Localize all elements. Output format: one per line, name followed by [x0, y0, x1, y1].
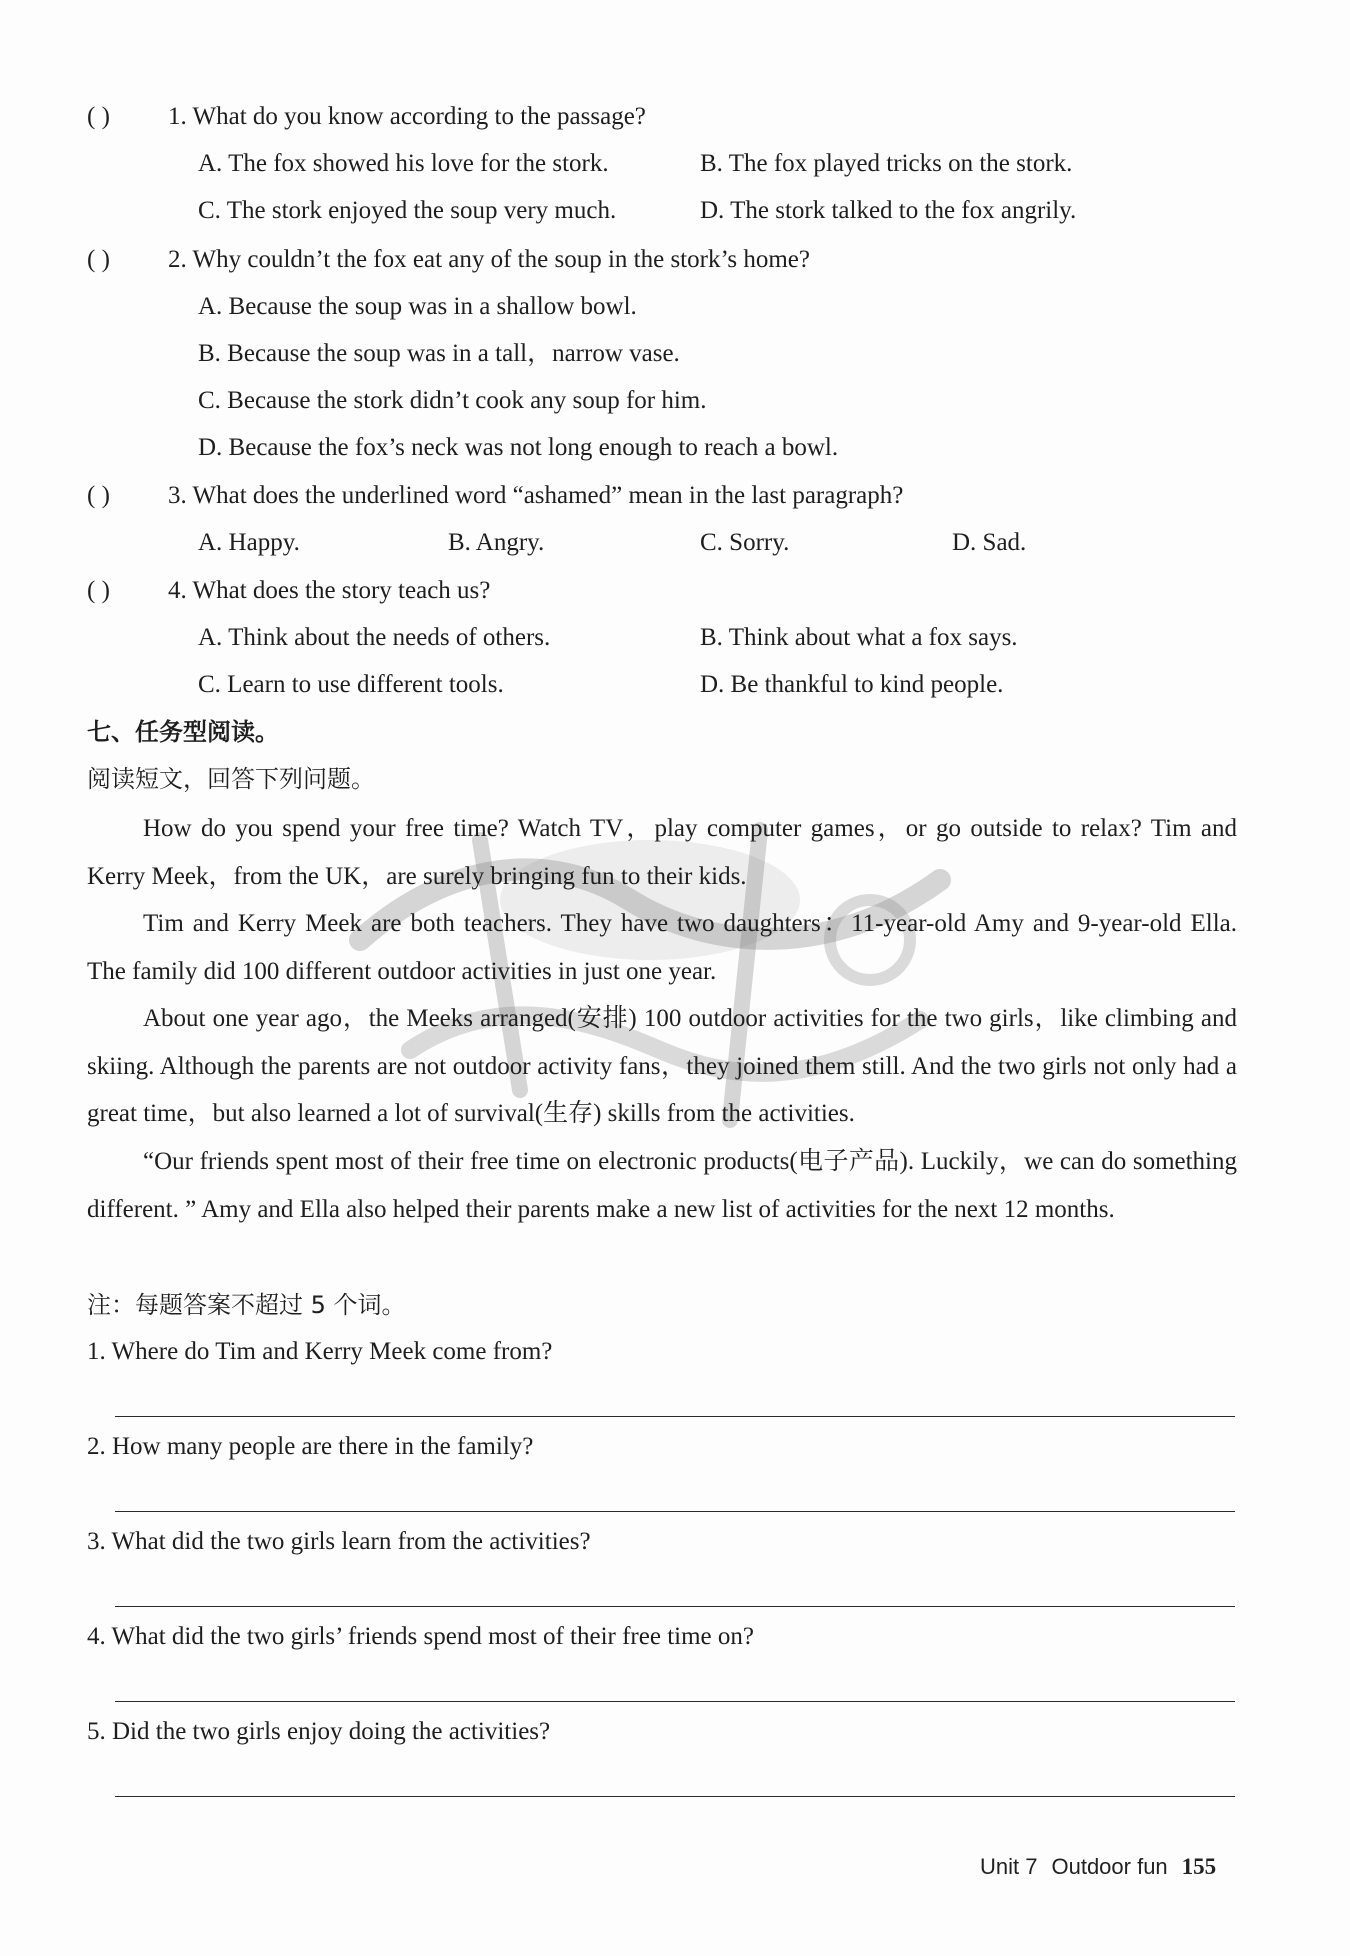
answer-line[interactable] [115, 1701, 1235, 1702]
option-a[interactable]: A. Because the soup was in a shallow bowl. [198, 293, 637, 320]
answer-note: 注：每题答案不超过 5 个词。 [87, 1291, 406, 1319]
answer-blank-paren[interactable]: ( ) [87, 577, 110, 604]
option-d[interactable]: D. Be thankful to kind people. [700, 671, 1004, 698]
option-b[interactable]: B. Angry. [448, 529, 545, 556]
question-stem: 2. Why couldn’t the fox eat any of the soup in the stork’s home? [168, 246, 811, 273]
option-d[interactable]: D. Because the fox’s neck was not long enough to reach a bowl. [198, 434, 839, 461]
passage-paragraph: How do you spend your free time? Watch TV，play computer games，or go outside to relax? Tim and Kerry Meek，from the UK，are surely bringing fun to their kids. [87, 815, 1237, 890]
answer-line[interactable] [115, 1796, 1235, 1797]
option-c[interactable]: C. Because the stork didn’t cook any soup for him. [198, 387, 707, 414]
short-question: 3. What did the two girls learn from the activities? [87, 1528, 591, 1555]
section-heading: 七、任务型阅读。 [87, 718, 279, 746]
passage-paragraph: Tim and Kerry Meek are both teachers. They have two daughters：11-year-old Amy and 9-year-old Ella. The family did 100 different outdoor activities in just one year. [87, 910, 1237, 985]
option-a[interactable]: A. Think about the needs of others. [198, 624, 551, 651]
passage-paragraph: “Our friends spent most of their free time on electronic products(电子产品). Luckily，we can do something different. ” Amy and Ella also helped their parents make a new list of activities for the next 12 months. [87, 1148, 1237, 1223]
option-b[interactable]: B. Think about what a fox says. [700, 624, 1018, 651]
option-a[interactable]: A. Happy. [198, 529, 300, 556]
short-question: 4. What did the two girls’ friends spend most of their free time on? [87, 1623, 754, 1650]
option-c[interactable]: C. Sorry. [700, 529, 790, 556]
answer-blank-paren[interactable]: ( ) [87, 482, 110, 509]
answer-blank-paren[interactable]: ( ) [87, 246, 110, 273]
short-question: 1. Where do Tim and Kerry Meek come from? [87, 1338, 553, 1365]
option-a[interactable]: A. The fox showed his love for the stork. [198, 150, 609, 177]
question-stem: 3. What does the underlined word “ashamed” mean in the last paragraph? [168, 482, 904, 509]
page-number: 155 [1181, 1854, 1217, 1879]
short-question: 5. Did the two girls enjoy doing the activities? [87, 1718, 551, 1745]
footer-title: Outdoor fun [1051, 1854, 1168, 1879]
option-b[interactable]: B. Because the soup was in a tall，narrow vase. [198, 340, 680, 367]
option-c[interactable]: C. The stork enjoyed the soup very much. [198, 197, 617, 224]
answer-line[interactable] [115, 1416, 1235, 1417]
answer-blank-paren[interactable]: ( ) [87, 103, 110, 130]
section-instruction: 阅读短文，回答下列问题。 [87, 765, 375, 793]
answer-line[interactable] [115, 1511, 1235, 1512]
option-d[interactable]: D. Sad. [952, 529, 1027, 556]
answer-line[interactable] [115, 1606, 1235, 1607]
option-c[interactable]: C. Learn to use different tools. [198, 671, 504, 698]
option-d[interactable]: D. The stork talked to the fox angrily. [700, 197, 1077, 224]
option-b[interactable]: B. The fox played tricks on the stork. [700, 150, 1073, 177]
passage-paragraph: About one year ago，the Meeks arranged(安排) 100 outdoor activities for the two girls，like climbing and skiing. Although the parents are not outdoor activity fans，they joined them still. And the two girls not only had a great time，but also learned a lot of survival(生存) skills from the activities. [87, 1005, 1237, 1127]
footer-unit: Unit 7 [980, 1854, 1038, 1879]
question-stem: 1. What do you know according to the passage? [168, 103, 646, 130]
page-footer [980, 1853, 1216, 1881]
question-stem: 4. What does the story teach us? [168, 577, 491, 604]
short-question: 2. How many people are there in the family? [87, 1433, 534, 1460]
